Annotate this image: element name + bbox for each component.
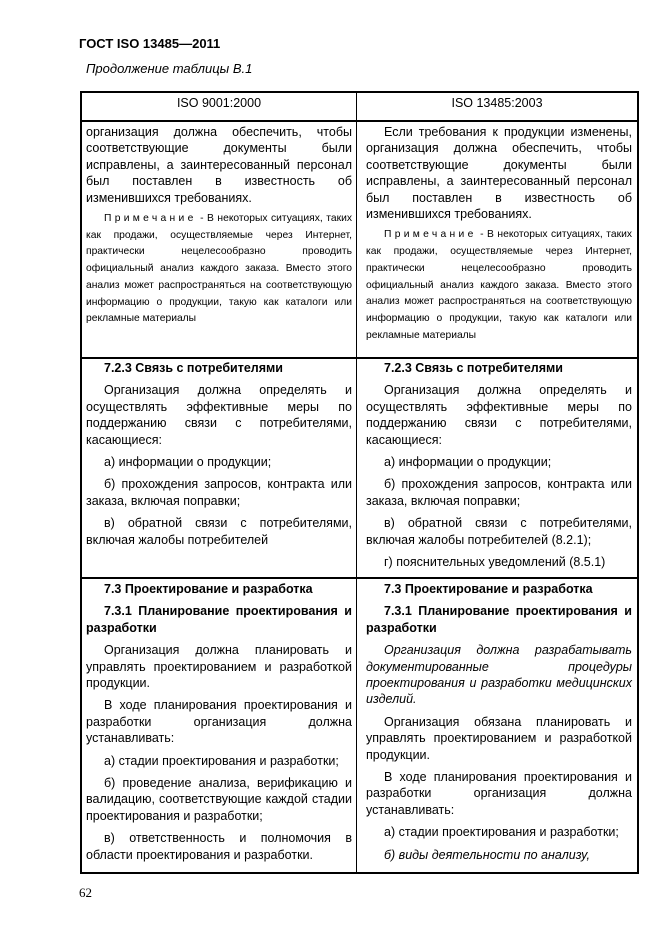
row3-left-cell <box>86 581 352 863</box>
note-paragraph <box>366 227 632 344</box>
list-item: а) стадии проектирования и разработки; <box>384 825 619 840</box>
body-paragraph: Если требования к продукции изменены, организация должна обеспечить, чтобы соответствующие документы были исправлены, а заинтересованный персонал был поставлен в известность об изменившихся требованиях. <box>366 125 632 222</box>
note-label: Примечание <box>104 213 197 225</box>
section-heading: 7.3 Проектирование и разработка <box>384 582 593 596</box>
column-header-iso9001: ISO 9001:2000 <box>176 96 262 110</box>
list-item: б) прохождения запросов, контракта или заказа, включая поправки; <box>366 477 632 508</box>
subsection-heading: 7.3.1 Планирование проектирования и разработки <box>366 604 632 635</box>
row2-right-cell <box>366 360 632 570</box>
body-paragraph: Организация должна определять и осуществлять эффективные меры по поддержанию связи с потребителями, касающиеся: <box>366 383 632 447</box>
note-label: Примечание <box>384 229 477 241</box>
list-item-italic: б) виды деятельности по анализу, <box>384 847 590 862</box>
list-item: а) стадии проектирования и разработки; <box>104 753 339 768</box>
comparison-table <box>80 91 639 874</box>
page-number: 62 <box>79 885 92 900</box>
list-item: в) обратной связи с потребителями, включая жалобы потребителей <box>86 516 352 547</box>
subsection-heading: 7.3.1 Планирование проектирования и разработки <box>86 604 352 635</box>
list-item: г) пояснительных уведомлений (8.5.1) <box>384 555 606 570</box>
column-header-iso13485: ISO 13485:2003 <box>451 96 543 110</box>
list-item: а) информации о продукции; <box>104 455 272 470</box>
body-paragraph-italic: Организация должна разрабатывать документированные процедуры проектирования и разработки медицинских изделий. <box>366 643 632 707</box>
list-item: б) прохождения запросов, контракта или заказа, включая поправки; <box>86 477 352 508</box>
row1-left-cell <box>86 124 352 328</box>
note-text: - В некоторых ситуациях, таких как продажи, осуществляемые через Интернет, практически нецелесообразно проводить официальный анализ каждого заказа. Вместо этого анализ может распространяться на соответствующую информацию о продукции, такую как каталоги или рекламные материалы <box>86 213 352 325</box>
column-divider <box>356 93 357 872</box>
section-heading: 7.3 Проектирование и разработка <box>104 582 313 596</box>
row1-right-cell <box>366 124 632 344</box>
list-item: б) проведение анализа, верификацию и валидацию, соответствующие каждой стадии проектирования и разработки; <box>86 776 352 823</box>
row2-left-cell <box>86 360 352 548</box>
body-paragraph: организация должна обеспечить, чтобы соответствующие документы были исправлены, а заинтересованный персонал был поставлен в известность об изменившихся требованиях. <box>86 125 352 205</box>
note-text: - В некоторых ситуациях, таких как продажи, осуществляемые через Интернет, практически нецелесообразно проводить официальный анализ каждого заказа. Вместо этого анализ может распространяться на соответствующую информацию о продукции, такую как каталоги или рекламные материалы <box>366 229 632 341</box>
body-paragraph: Организация обязана планировать и управлять проектированием и разработкой продукции. <box>366 714 632 762</box>
row-divider <box>82 577 637 579</box>
row3-right-cell <box>366 581 632 863</box>
note-paragraph <box>86 211 352 328</box>
body-paragraph: В ходе планирования проектирования и разработки организация должна устанавливать: <box>86 698 352 746</box>
document-code: ГОСТ ISO 13485—2011 <box>79 36 221 51</box>
table-continuation-caption: Продолжение таблицы В.1 <box>86 61 253 76</box>
section-heading: 7.2.3 Связь с потребителями <box>104 361 283 375</box>
list-item: в) ответственность и полномочия в области проектирования и разработки. <box>86 831 352 862</box>
body-paragraph: Организация должна определять и осуществлять эффективные меры по поддержанию связи с потребителями, касающиеся: <box>86 383 352 447</box>
list-item: в) обратной связи с потребителями, включая жалобы потребителей (8.2.1); <box>366 516 632 547</box>
row-divider <box>82 357 637 359</box>
body-paragraph: Организация должна планировать и управлять проектированием и разработкой продукции. <box>86 643 352 691</box>
table-header-row <box>82 93 637 122</box>
body-paragraph: В ходе планирования проектирования и разработки организация должна устанавливать: <box>366 770 632 817</box>
list-item: а) информации о продукции; <box>384 455 552 470</box>
section-heading: 7.2.3 Связь с потребителями <box>384 361 563 375</box>
